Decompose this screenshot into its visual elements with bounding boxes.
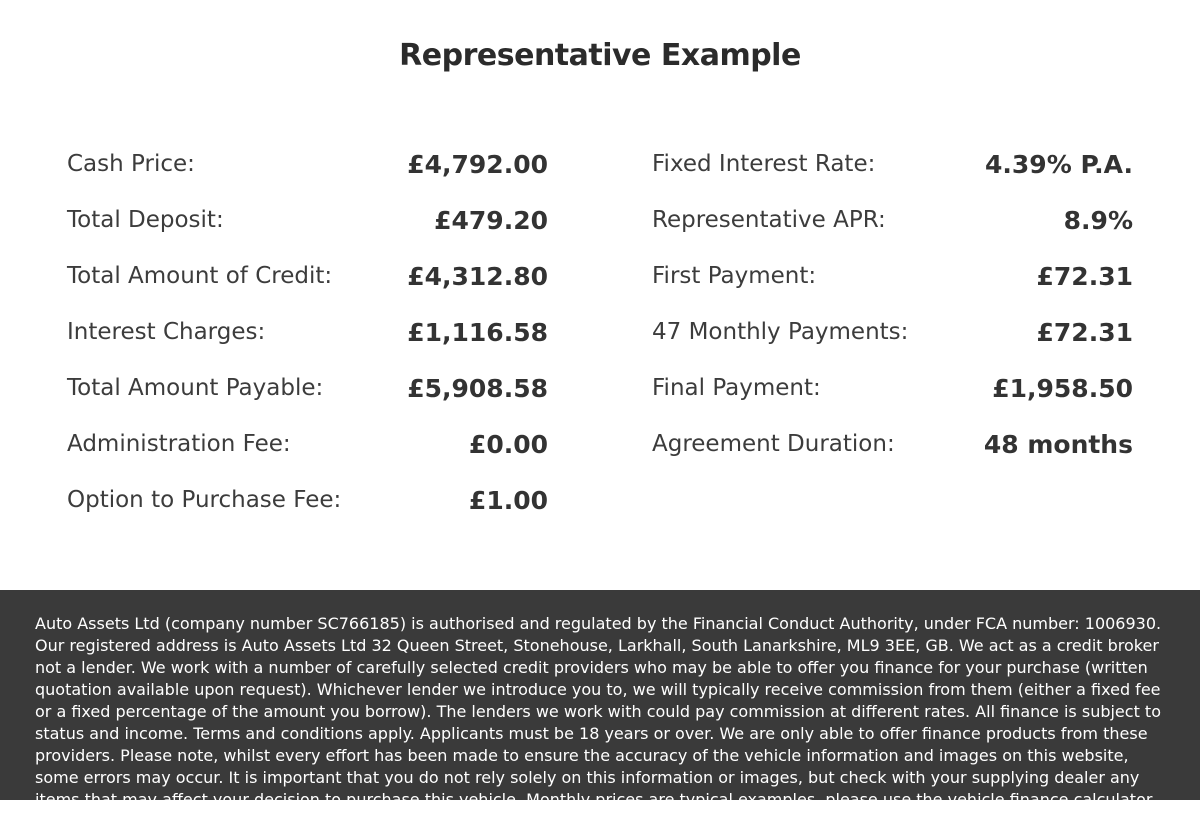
monthly-payments-label: 47 Monthly Payments: [652, 319, 909, 345]
finance-row-apr [652, 192, 1133, 248]
cash-price-label: Cash Price: [67, 151, 195, 177]
total-deposit-value: £479.20 [434, 205, 548, 235]
option-fee-value: £1.00 [468, 485, 548, 515]
monthly-payments-value: £72.31 [1036, 317, 1133, 347]
agreement-duration-label: Agreement Duration: [652, 431, 895, 457]
finance-row-admin-fee [67, 416, 548, 472]
finance-row-total-credit [67, 248, 548, 304]
finance-row-option-fee [67, 472, 548, 528]
finance-row-first-payment [652, 248, 1133, 304]
total-payable-label: Total Amount Payable: [67, 375, 324, 401]
finance-row-monthly-payments [652, 304, 1133, 360]
finance-row-interest-charges [67, 304, 548, 360]
interest-rate-label: Fixed Interest Rate: [652, 151, 876, 177]
total-deposit-label: Total Deposit: [67, 207, 224, 233]
finance-row-cash-price [67, 136, 548, 192]
finance-details-right-column [652, 136, 1133, 472]
apr-value: 8.9% [1063, 205, 1133, 235]
finance-row-total-payable [67, 360, 548, 416]
page-title: Representative Example [399, 38, 801, 73]
total-payable-value: £5,908.58 [407, 373, 548, 403]
total-credit-value: £4,312.80 [407, 261, 548, 291]
footer-disclaimer-section [0, 590, 1200, 831]
apr-label: Representative APR: [652, 207, 886, 233]
finance-details-left-column [67, 136, 548, 528]
disclaimer-text: Auto Assets Ltd (company number SC766185) is authorised and regulated by the Financial Conduct Authority, under FCA number: 1006930. Our registered address is Auto Assets Ltd 32 Queen Street, Stonehouse, Larkhall, South Lanarkshire, ML9 3EE, GB. We act as a credit broker not a lender. We work with a number of carefully selected credit providers who may be able to offer you finance for your purchase (written quotation available upon request). Whichever lender we introduce you to, we will typically receive commission from them (either a fixed fee or a fixed percentage of the amount you borrow). The lenders we work with could pay commission at different rates. All finance is subject to status and income. Terms and conditions apply. Applicants must be 18 years or over. We are only able to offer finance products from these providers. Please note, whilst every effort has been made to ensure the accuracy of the vehicle information and images on this website, some errors may occur. It is important that you do not rely solely on this information or images, but check with your supplying dealer any items that may affect your decision to purchase this vehicle. Monthly prices are typical examples, please use the vehicle finance calculator to retrieve a quotation. Typical [35, 614, 1162, 831]
first-payment-value: £72.31 [1036, 261, 1133, 291]
interest-charges-label: Interest Charges: [67, 319, 266, 345]
finance-row-final-payment [652, 360, 1133, 416]
first-payment-label: First Payment: [652, 263, 817, 289]
finance-row-interest-rate [652, 136, 1133, 192]
final-payment-value: £1,958.50 [992, 373, 1133, 403]
total-credit-label: Total Amount of Credit: [67, 263, 333, 289]
interest-rate-value: 4.39% P.A. [985, 149, 1133, 179]
finance-row-total-deposit [67, 192, 548, 248]
finance-row-agreement-duration [652, 416, 1133, 472]
final-payment-label: Final Payment: [652, 375, 821, 401]
agreement-duration-value: 48 months [983, 429, 1133, 459]
cash-price-value: £4,792.00 [407, 149, 548, 179]
interest-charges-value: £1,116.58 [407, 317, 548, 347]
admin-fee-label: Administration Fee: [67, 431, 291, 457]
option-fee-label: Option to Purchase Fee: [67, 487, 342, 513]
admin-fee-value: £0.00 [468, 429, 548, 459]
